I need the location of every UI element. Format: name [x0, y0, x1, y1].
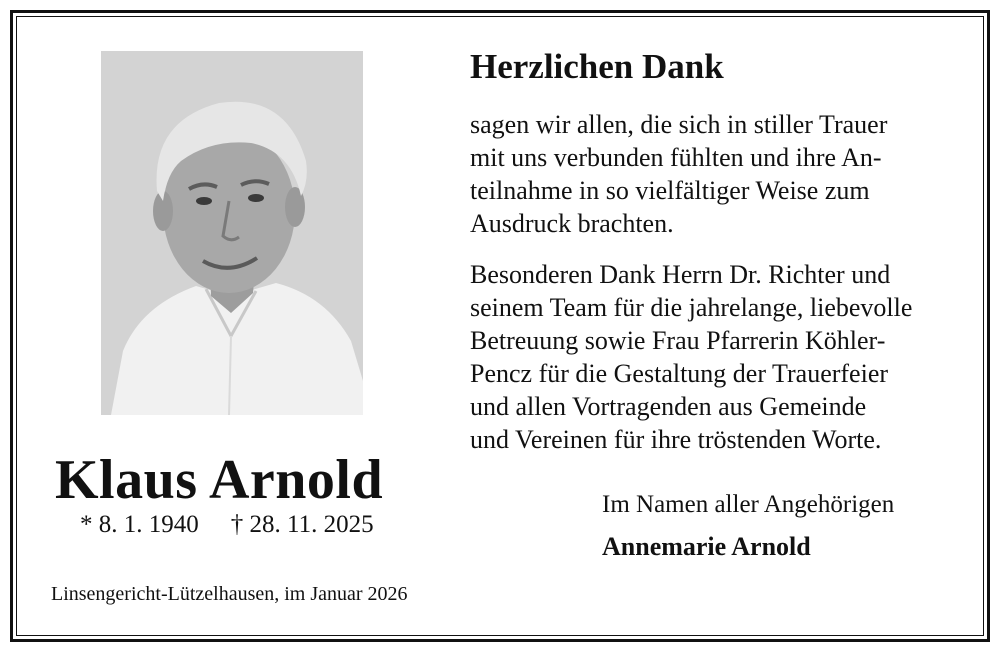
place-and-date: Linsengericht-Lützelhausen, im Januar 2026	[51, 583, 408, 605]
paragraph-line: Betreuung sowie Frau Pfarrerin Köhler-	[470, 326, 886, 355]
birth-date: * 8. 1. 1940	[80, 511, 199, 538]
closing-line: Im Namen aller Angehörigen	[602, 491, 895, 518]
paragraph-line: Pencz für die Gestaltung der Trauerfeier	[470, 359, 889, 388]
paragraph-line: teilnahme in so vielfältiger Weise zum	[470, 176, 870, 205]
paragraph-line: Besonderen Dank Herrn Dr. Richter und	[470, 260, 891, 289]
paragraph-line: sagen wir allen, die sich in stiller Trauer	[470, 110, 888, 139]
death-date: † 28. 11. 2025	[230, 511, 374, 538]
portrait-illustration	[101, 51, 363, 415]
portrait-photo	[101, 51, 363, 415]
paragraph-line: mit uns verbunden fühlten und ihre An-	[470, 143, 882, 172]
deceased-name: Klaus Arnold	[55, 449, 384, 511]
life-dates	[80, 511, 374, 539]
signer-name: Annemarie Arnold	[602, 532, 811, 561]
paragraph-line: seinem Team für die jahrelange, liebevolle	[470, 293, 913, 322]
thanks-paragraph-1	[470, 108, 950, 240]
paragraph-line: Ausdruck brachten.	[470, 209, 674, 238]
paragraph-line: und Vereinen für ihre tröstenden Worte.	[470, 425, 882, 454]
thanks-paragraph-2	[470, 258, 950, 456]
notice-heading: Herzlichen Dank	[470, 47, 724, 86]
paragraph-line: und allen Vortragenden aus Gemeinde	[470, 392, 867, 421]
